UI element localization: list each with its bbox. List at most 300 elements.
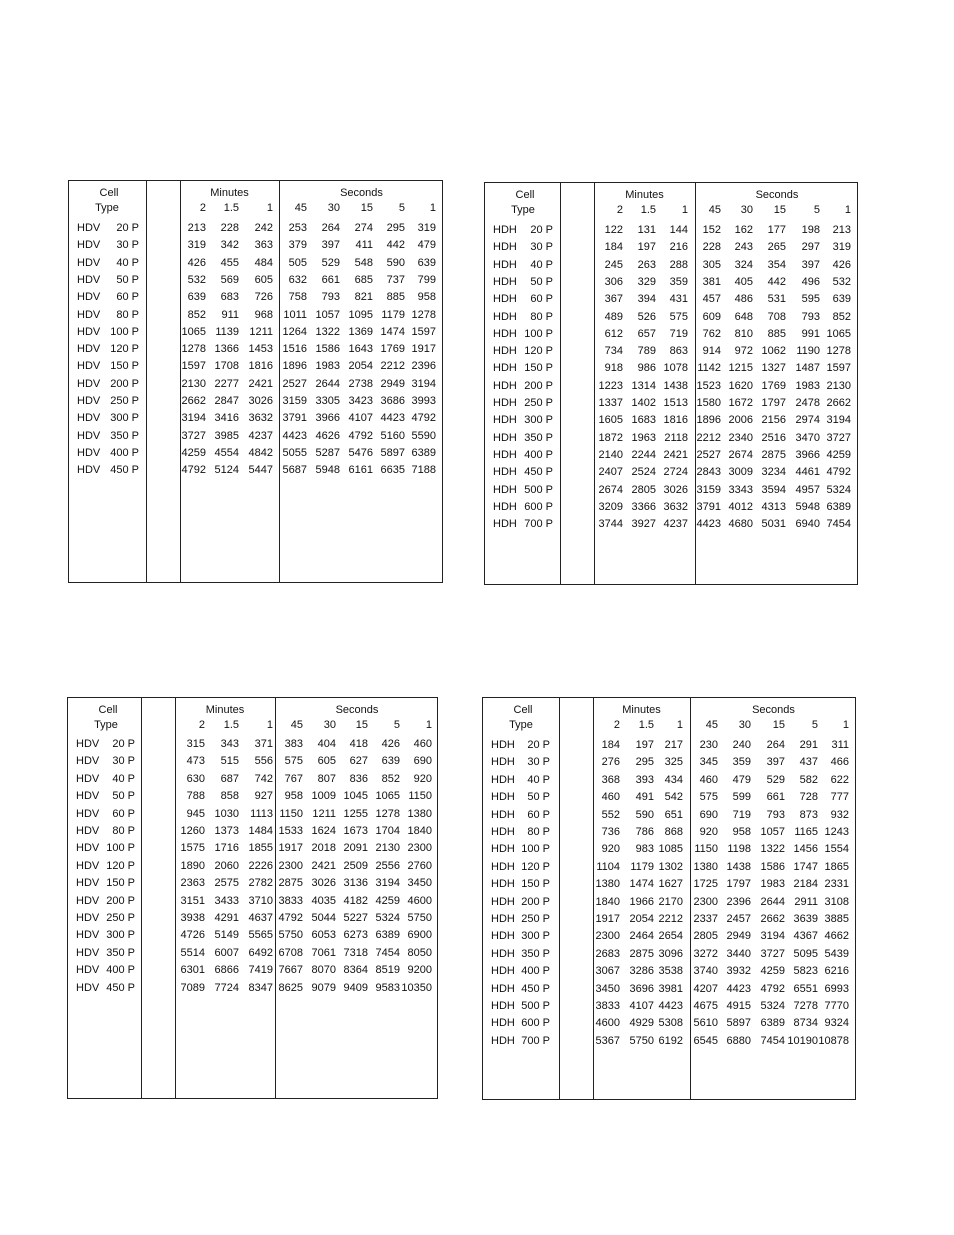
column-header: 1 [266,202,273,214]
table-cell: 3209 [598,500,623,513]
table-cell: 1150 [694,843,718,856]
table-cell: 8734 [793,1017,818,1030]
table-cell: 3791 [282,412,307,425]
table-cell: 343 [220,738,239,750]
table-cell: 3009 [728,466,753,479]
row-size: 300 P [524,414,553,427]
row-prefix: HDV [77,464,101,477]
table-cell: 1917 [595,913,620,925]
table-cell: 505 [288,256,307,269]
table-cell: 1597 [411,325,436,338]
table-cell: 6993 [824,982,849,995]
table-cell: 2724 [663,466,688,479]
table-cell: 455 [220,256,239,269]
table-cell: 911 [221,308,239,321]
row-size: 80 P [116,308,139,321]
row-prefix: HDH [493,483,517,496]
row-prefix: HDV [77,222,101,234]
table-cell: 4792 [826,466,851,479]
table-cell: 6192 [658,1034,683,1047]
row-prefix: HDV [77,343,101,356]
table-cell: 526 [637,310,656,323]
table-cell: 434 [664,773,683,786]
table-cell: 2300 [693,895,718,908]
row-size: 120 P [110,343,139,356]
table-cell: 7454 [760,1034,785,1047]
table-cell: 7318 [343,946,368,959]
table-cell: 473 [186,755,205,768]
table-cell: 213 [187,222,206,234]
table-cell: 2060 [214,859,239,872]
table-cell: 264 [766,739,785,751]
row-size: 200 P [110,377,139,390]
table-cell: 991 [801,327,820,340]
table-cell: 1983 [315,360,340,373]
table-cell: 958 [284,790,303,803]
table-cell: 4792 [348,429,373,442]
table-cell: 789 [637,345,656,358]
row-size: 600 P [521,1017,550,1030]
table-cell: 1322 [315,325,340,338]
row-prefix: HDV [76,894,100,907]
seconds-header: Seconds [755,189,799,201]
table-cell: 144 [669,224,688,236]
table-cell: 2875 [761,448,786,461]
table-cell: 590 [635,808,654,821]
row-size: 150 P [110,360,139,373]
table-cell: 920 [413,772,432,785]
table-cell: 3194 [375,877,400,890]
table-cell: 605 [254,273,273,286]
table-cell: 426 [187,256,206,269]
row-size: 50 P [527,791,550,804]
table-cell: 379 [288,239,307,252]
table-cell: 1580 [696,397,721,409]
table-cell: 1673 [343,825,368,837]
table-cell: 1769 [761,379,786,392]
table-cell: 1474 [629,878,654,891]
table-cell: 4929 [629,1017,654,1030]
table-cell: 3423 [348,395,373,407]
table-cell: 1586 [315,343,340,356]
table-cell: 4675 [693,1000,718,1012]
row-prefix: HDH [493,275,517,288]
column-header: 30 [323,719,336,731]
table-cell: 4637 [248,912,273,924]
table-cell: 9583 [375,981,400,994]
table-cell: 3594 [761,483,786,496]
table-cell: 10878 [818,1034,849,1047]
table-cell: 397 [321,239,340,252]
minutes-header: Minutes [210,187,249,199]
table-cell: 9079 [311,981,336,994]
row-size: 300 P [110,412,139,425]
table-cell: 2674 [598,483,623,496]
table-cell: 1322 [760,843,785,856]
table-cell: 1983 [760,878,785,891]
table-cell: 7667 [278,964,303,977]
table-cell: 1554 [824,843,849,856]
table-cell: 532 [832,275,851,288]
table-cell: 852 [381,772,400,785]
table-cell: 685 [354,273,373,286]
table-cell: 7770 [824,1000,849,1012]
column-header: 2 [613,719,620,731]
table-cell: 2363 [180,877,205,890]
table-cell: 1516 [282,343,307,356]
table-cell: 197 [637,241,656,254]
table-cell: 858 [220,790,239,803]
table-cell: 1380 [693,860,718,873]
table-cell: 1369 [348,325,373,338]
table-cell: 777 [830,791,849,804]
table-cell: 6866 [214,964,239,977]
table-cell: 3744 [598,518,623,531]
table-cell: 1453 [248,343,273,356]
table-cell: 381 [702,275,721,288]
row-prefix: HDH [493,466,517,479]
row-prefix: HDH [493,241,517,254]
table-cell: 197 [635,739,654,751]
table-cell: 3343 [728,483,753,496]
row-size: 400 P [106,964,135,977]
table-cell: 2212 [696,431,721,444]
column-header: 1.5 [223,719,239,731]
table-cell: 1255 [343,807,368,820]
table-cell: 9324 [824,1017,849,1030]
row-size: 600 P [524,500,553,513]
column-header: 2 [198,719,205,731]
table-hdh-bottom [482,697,856,1100]
column-header: 1 [681,204,688,216]
table-cell: 575 [699,791,718,804]
table-cell: 1896 [282,360,307,373]
table-cell: 531 [767,293,786,306]
table-cell: 4367 [793,930,818,943]
table-cell: 426 [832,258,851,271]
table-cell: 836 [349,772,368,785]
table-cell: 1708 [214,360,239,373]
table-cell: 3194 [826,414,851,427]
table-cell: 1215 [728,362,753,375]
table-cell: 228 [702,241,721,254]
table-cell: 7419 [248,964,273,977]
table-cell: 2421 [311,859,336,872]
column-header: 1.5 [223,202,239,214]
table-cell: 3194 [760,930,785,943]
table-cell: 5324 [826,483,851,496]
row-size: 80 P [530,310,553,323]
row-prefix: HDV [76,738,100,750]
row-size: 20 P [530,224,553,236]
table-cell: 3305 [315,395,340,407]
table-cell: 245 [604,258,623,271]
row-prefix: HDV [77,325,101,338]
table-cell: 556 [254,755,273,768]
table-cell: 1278 [375,807,400,820]
row-prefix: HDH [493,518,517,531]
row-size: 20 P [527,739,550,751]
table-cell: 6940 [795,518,820,531]
table-cell: 9409 [343,981,368,994]
table-cell: 442 [386,239,405,252]
table-cell: 7454 [375,946,400,959]
table-cell: 1586 [760,860,785,873]
table-cell: 3966 [795,448,820,461]
table-cell: 582 [799,773,818,786]
table-cell: 1190 [796,345,820,358]
row-prefix: HDH [491,913,515,925]
table-cell: 3993 [411,395,436,407]
row-prefix: HDH [493,379,517,392]
row-prefix: HDH [493,327,517,340]
table-cell: 734 [604,345,623,358]
table-cell: 4423 [380,412,405,425]
table-cell: 1142 [697,362,721,375]
table-cell: 6007 [214,946,239,959]
table-cell: 6900 [407,929,432,942]
row-size: 120 P [524,345,553,358]
table-cell: 2911 [794,895,818,908]
table-cell: 3194 [181,412,206,425]
table-cell: 3632 [248,412,273,425]
table-cell: 6880 [726,1034,751,1047]
row-prefix: HDV [76,842,100,855]
table-cell: 295 [386,222,405,234]
table-cell: 3927 [631,518,656,531]
table-cell: 1062 [761,345,786,358]
table-cell: 1179 [381,308,405,321]
table-cell: 708 [767,310,786,323]
table-cell: 5948 [795,500,820,513]
table-cell: 4237 [663,518,688,531]
row-prefix: HDH [493,431,517,444]
seconds-header: Seconds [340,187,383,199]
table-cell: 1065 [826,327,851,340]
table-cell: 2478 [795,397,820,409]
table-cell: 6389 [826,500,851,513]
table-cell: 1065 [375,790,400,803]
table-cell: 3632 [663,500,688,513]
row-size: 500 P [521,1000,550,1012]
table-cell: 5367 [595,1034,620,1047]
table-cell: 394 [637,293,656,306]
minutes-header: Minutes [625,189,664,201]
table-cell: 418 [349,738,368,750]
table-cell: 3727 [181,429,206,442]
table-cell: 595 [801,293,820,306]
table-cell: 542 [664,791,683,804]
table-cell: 758 [288,291,307,304]
row-size: 30 P [112,755,135,768]
table-cell: 793 [801,310,820,323]
table-cell: 7089 [180,981,205,994]
row-size: 100 P [110,325,139,338]
table-cell: 2875 [629,947,654,960]
table-cell: 2407 [598,466,623,479]
column-header: 2 [616,204,623,216]
row-prefix: HDH [493,414,517,427]
table-cell: 6492 [248,946,273,959]
row-prefix: HDH [491,843,515,856]
table-cell: 3272 [693,947,718,960]
table-cell: 486 [734,293,753,306]
column-divider [141,698,142,1098]
column-header: 45 [705,719,718,731]
table-cell: 1797 [761,397,786,409]
table-cell: 1150 [408,790,432,803]
row-prefix: HDV [76,912,100,924]
table-cell: 2340 [728,431,753,444]
table-cell: 177 [767,224,786,236]
table-cell: 630 [186,772,205,785]
table-cell: 6708 [278,946,303,959]
table-cell: 863 [669,345,688,358]
row-prefix: HDV [77,273,101,286]
table-cell: 639 [417,256,436,269]
table-cell: 10190 [787,1034,818,1047]
table-cell: 276 [601,756,620,769]
table-cell: 2396 [726,895,751,908]
row-prefix: HDH [491,965,515,978]
table-cell: 4259 [760,965,785,978]
table-cell: 2337 [693,913,718,925]
column-header: 15 [772,719,785,731]
table-cell: 3727 [826,431,851,444]
table-cell: 297 [801,241,820,254]
table-cell: 2421 [663,448,688,461]
table-cell: 552 [601,808,620,821]
row-prefix: HDH [491,826,515,838]
table-cell: 3985 [214,429,239,442]
table-cell: 5044 [311,912,336,924]
table-cell: 786 [635,826,654,838]
table-cell: 1896 [696,414,721,427]
table-cell: 442 [767,275,786,288]
row-prefix: HDH [491,860,515,873]
table-cell: 2130 [181,377,206,390]
table-cell: 1683 [631,414,656,427]
table-cell: 1139 [215,325,239,338]
row-prefix: HDH [491,1000,515,1012]
table-cell: 3416 [214,412,239,425]
table-cell: 240 [732,739,751,751]
table-cell: 1078 [663,362,688,375]
table-cell: 2054 [348,360,373,373]
table-cell: 1840 [595,895,620,908]
table-cell: 5476 [348,446,373,459]
table-cell: 1533 [278,825,303,837]
table-cell: 8519 [375,964,400,977]
table-cell: 2843 [696,466,721,479]
row-size: 40 P [527,773,550,786]
table-cell: 627 [349,755,368,768]
table-cell: 1716 [214,842,239,855]
table-cell: 1011 [283,308,307,321]
row-prefix: HDV [76,981,100,994]
cell-header: Cell [513,704,533,716]
row-prefix: HDV [76,877,100,890]
row-prefix: HDV [76,946,100,959]
table-cell: 243 [734,241,753,254]
row-size: 250 P [521,913,550,925]
table-cell: 466 [830,756,849,769]
row-size: 60 P [116,291,139,304]
table-cell: 1179 [630,860,654,873]
table-cell: 3067 [595,965,620,978]
table-cell: 8347 [248,981,273,994]
table-cell: 1438 [663,379,688,392]
table-cell: 2644 [315,377,340,390]
table-cell: 1278 [826,345,851,358]
table-cell: 359 [669,275,688,288]
row-size: 700 P [521,1034,550,1047]
table-cell: 489 [604,310,623,323]
row-prefix: HDV [77,412,101,425]
row-size: 120 P [521,860,550,873]
table-cell: 2527 [282,377,307,390]
cell-header: Cell [515,189,535,201]
column-header: 15 [360,202,373,214]
row-prefix: HDH [491,878,515,891]
table-cell: 1627 [658,878,683,891]
table-cell: 2091 [343,842,368,855]
table-cell: 3096 [658,947,683,960]
table-cell: 609 [702,310,721,323]
table-cell: 5948 [315,464,340,477]
column-header: 2 [199,202,206,214]
table-cell: 605 [317,755,336,768]
table-cell: 1872 [598,431,623,444]
table-cell: 1605 [598,414,623,427]
table-cell: 3686 [380,395,405,407]
column-header: 1 [429,202,436,214]
table-cell: 9200 [407,964,432,977]
table-cell: 3433 [214,894,239,907]
row-prefix: HDH [491,773,515,786]
row-prefix: HDV [77,360,101,373]
table-cell: 484 [254,256,273,269]
row-size: 450 P [110,464,139,477]
seconds-header: Seconds [335,704,379,716]
table-cell: 3286 [629,965,654,978]
table-cell: 4207 [693,982,718,995]
table-cell: 329 [637,275,656,288]
minutes-header: Minutes [205,704,245,716]
table-cell: 162 [734,224,753,236]
table-cell: 885 [386,291,405,304]
seconds-header: Seconds [752,704,795,716]
table-cell: 363 [254,239,273,252]
table-cell: 2212 [380,360,405,373]
table-cell: 3833 [595,1000,620,1012]
table-cell: 1966 [629,895,654,908]
row-size: 100 P [521,843,550,856]
column-header: 1 [844,204,851,216]
table-cell: 3538 [658,965,683,978]
column-header: 5 [393,719,400,731]
table-cell: 393 [635,773,654,786]
table-cell: 3366 [631,500,656,513]
table-cell: 3026 [311,877,336,890]
table-cell: 1816 [248,360,273,373]
table-cell: 4626 [315,429,340,442]
table-cell: 3159 [696,483,721,496]
table-cell: 2396 [411,360,436,373]
row-prefix: HDV [77,291,101,304]
cell-header: Cell [99,187,119,199]
table-cell: 807 [317,772,336,785]
